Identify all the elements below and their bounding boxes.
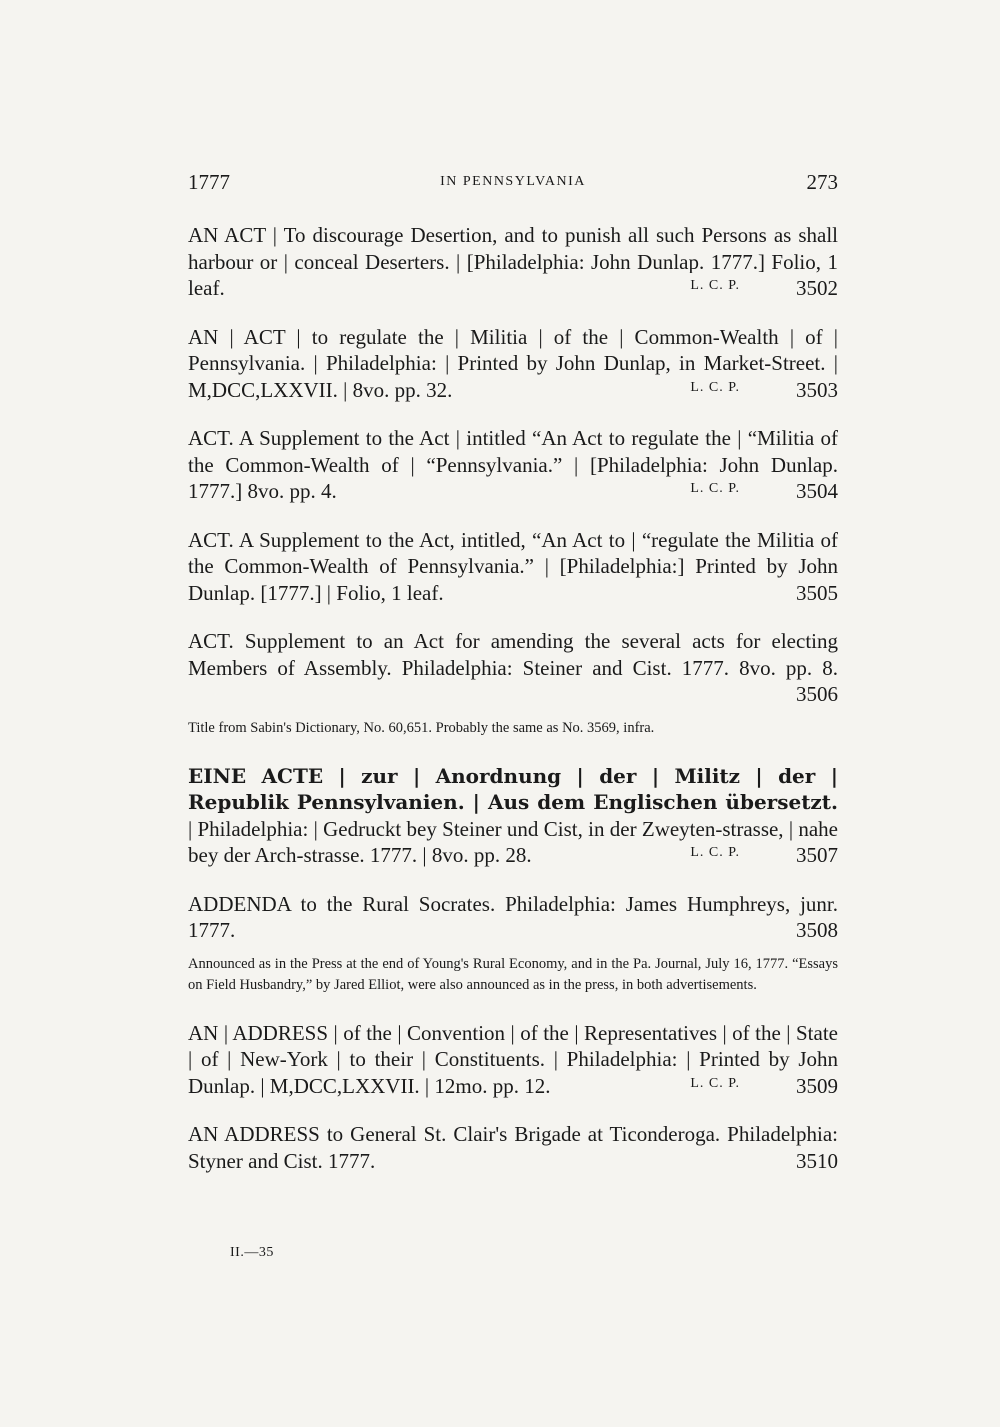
running-title: IN PENNSYLVANIA	[440, 174, 586, 189]
entry-3505	[188, 527, 838, 607]
entry-location: L. C. P.	[682, 375, 740, 402]
entry-3507	[188, 763, 838, 869]
entry-number: 3507	[782, 842, 838, 869]
entry-location: L. C. P.	[682, 1071, 740, 1098]
entry-number: 3505	[782, 580, 838, 607]
entry-text: AN | ADDRESS | of the | Convention | of the | Representatives | of the | State | of | New-York | to their | Constituents. | Philadelphia: | Printed by John Dunlap. | M,DCC,LXXVII. | 12mo. pp. 12.	[188, 1020, 838, 1098]
entry-text: | Philadelphia: | Gedruckt bey Steiner und Cist, in der Zweyten-strasse, | nahe bey der Arch-strasse. 1777. | 8vo. pp. 28.	[188, 816, 838, 867]
entry-3503	[188, 324, 838, 404]
entry-number: 3510	[782, 1148, 838, 1175]
entry-3508	[188, 891, 838, 944]
entry-3504	[188, 425, 838, 505]
entry-text: AN | ACT | to regulate the | Militia | of the | Common-Wealth | of | Pennsylvania. | Philadelphia: | Printed by John Dunlap, in Market-Street. | M,DCC,LXXVII. | 8vo. pp. 32.	[188, 324, 838, 402]
entry-number: 3508	[782, 917, 838, 944]
entry-text: AN ACT | To discourage Desertion, and to punish all such Persons as shall harbour or | conceal Deserters. | [Philadelphia: John Dunlap. 1777.] Folio, 1 leaf.	[188, 223, 838, 300]
page-number: 273	[806, 170, 838, 194]
page-header	[188, 170, 838, 200]
entry-text: ADDENDA to the Rural Socrates. Philadelphia: James Humphreys, junr. 1777.	[188, 891, 838, 942]
entry-number: 3502	[782, 275, 838, 302]
entry-note: Announced as in the Press at the end of Young's Rural Economy, and in the Pa. Journal, July 16, 1777. “Essays on Field Husbandry,” by Jared Elliot, were also announced as in the press, in both advertisements.	[188, 955, 838, 993]
entries-list	[188, 222, 838, 1196]
entry-number: 3503	[782, 377, 838, 404]
entry-3502	[188, 222, 838, 302]
entry-text: AN ADDRESS to General St. Clair's Brigade at Ticonderoga. Philadelphia: Styner and Cist. 1777.	[188, 1122, 838, 1173]
header-year: 1777	[188, 170, 230, 194]
entry-text-wrapper	[188, 763, 838, 869]
entry-location: L. C. P.	[682, 840, 740, 867]
entry-3510	[188, 1121, 838, 1174]
entry-note: Title from Sabin's Dictionary, No. 60,651. Probably the same as No. 3569, infra.	[188, 719, 655, 736]
entry-text: ACT. Supplement to an Act for amending the several acts for electing Members of Assembly. Philadelphia: Steiner and Cist. 1777. 8vo. pp. 8.	[188, 629, 838, 680]
entry-text: ACT. A Supplement to the Act | intitled “An Act to regulate the | “Militia of the Common-Wealth of | “Pennsylvania.” | [Philadelphia: John Dunlap. 1777.] 8vo. pp. 4.	[188, 426, 838, 503]
entry-text: ACT. A Supplement to the Act, intitled, “An Act to | “regulate the Militia of the Common-Wealth of Pennsylvania.” | [Philadelphia:] Printed by John Dunlap. [1777.] | Folio, 1 leaf.	[188, 527, 838, 605]
entry-location: L. C. P.	[682, 273, 740, 300]
entry-3509	[188, 1020, 838, 1100]
entry-number: 3509	[782, 1073, 838, 1100]
entry-number: 3506	[782, 681, 838, 708]
signature-mark: II.—35	[230, 1245, 274, 1260]
entry-fraktur-title: EINE ACTE | zur | Anordnung | der | Militz | der | Republik Pennsylvanien. | Aus dem Englischen übersetzt.	[188, 763, 838, 814]
entry-number: 3504	[782, 478, 838, 505]
entry-location: L. C. P.	[682, 476, 740, 503]
entry-3506	[188, 628, 838, 708]
